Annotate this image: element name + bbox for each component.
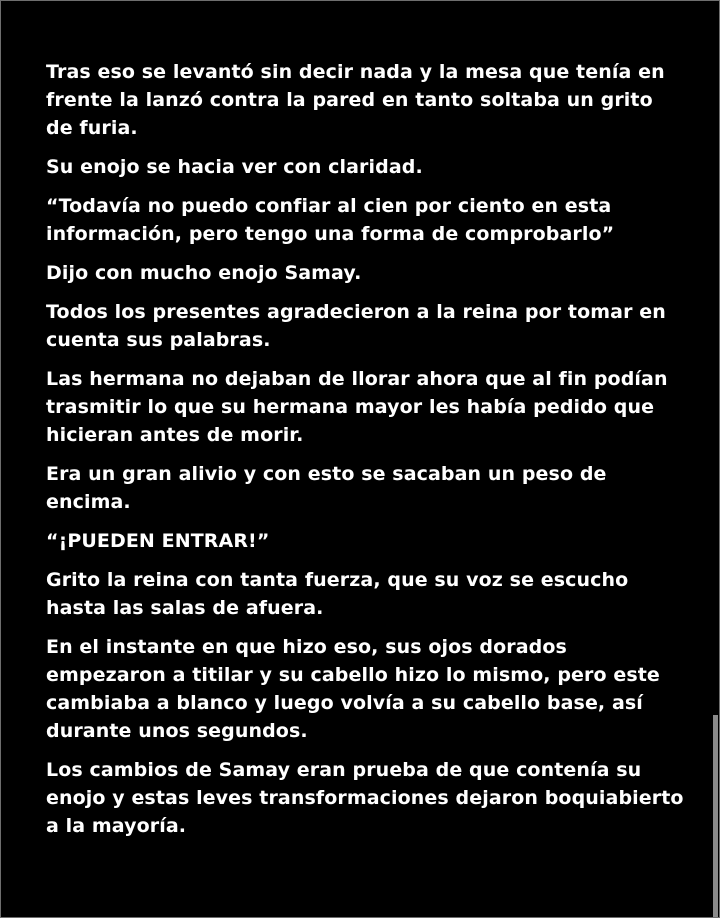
- paragraph-8: “¡PUEDEN ENTRAR!”: [46, 530, 270, 552]
- paragraph-11: Los cambios de Samay eran prueba de que contenía su enojo y estas leves transformaciones dejaron boquiabierto a la mayoría.: [46, 759, 684, 837]
- paragraph-3: “Todavía no puedo confiar al cien por ciento en esta información, pero tengo una forma de comprobarlo”: [46, 195, 615, 245]
- paragraph-7: Era un gran alivio y con esto se sacaban un peso de encima.: [46, 463, 607, 513]
- paragraph-6: Las hermana no dejaban de llorar ahora que al fin podían trasmitir lo que su hermana mayor les había pedido que hicieran antes de morir.: [46, 368, 668, 446]
- scrollbar-thumb[interactable]: [713, 715, 718, 917]
- paragraph-5: Todos los presentes agradecieron a la reina por tomar en cuenta sus palabras.: [46, 301, 666, 351]
- paragraph-4: Dijo con mucho enojo Samay.: [46, 262, 362, 284]
- scrollbar[interactable]: [713, 1, 718, 917]
- paragraph-1: Tras eso se levantó sin decir nada y la mesa que tenía en frente la lanzó contra la pared en tanto soltaba un grito de furia.: [46, 61, 665, 139]
- paragraph-9: Grito la reina con tanta fuerza, que su voz se escucho hasta las salas de afuera.: [46, 569, 629, 619]
- paragraph-10: En el instante en que hizo eso, sus ojos dorados empezaron a titilar y su cabello hizo lo mismo, pero este cambiaba a blanco y luego volvía a su cabello base, así durante unos segundos.: [46, 636, 660, 742]
- story-text: [46, 58, 686, 851]
- paragraph-2: Su enojo se hacia ver con claridad.: [46, 156, 423, 178]
